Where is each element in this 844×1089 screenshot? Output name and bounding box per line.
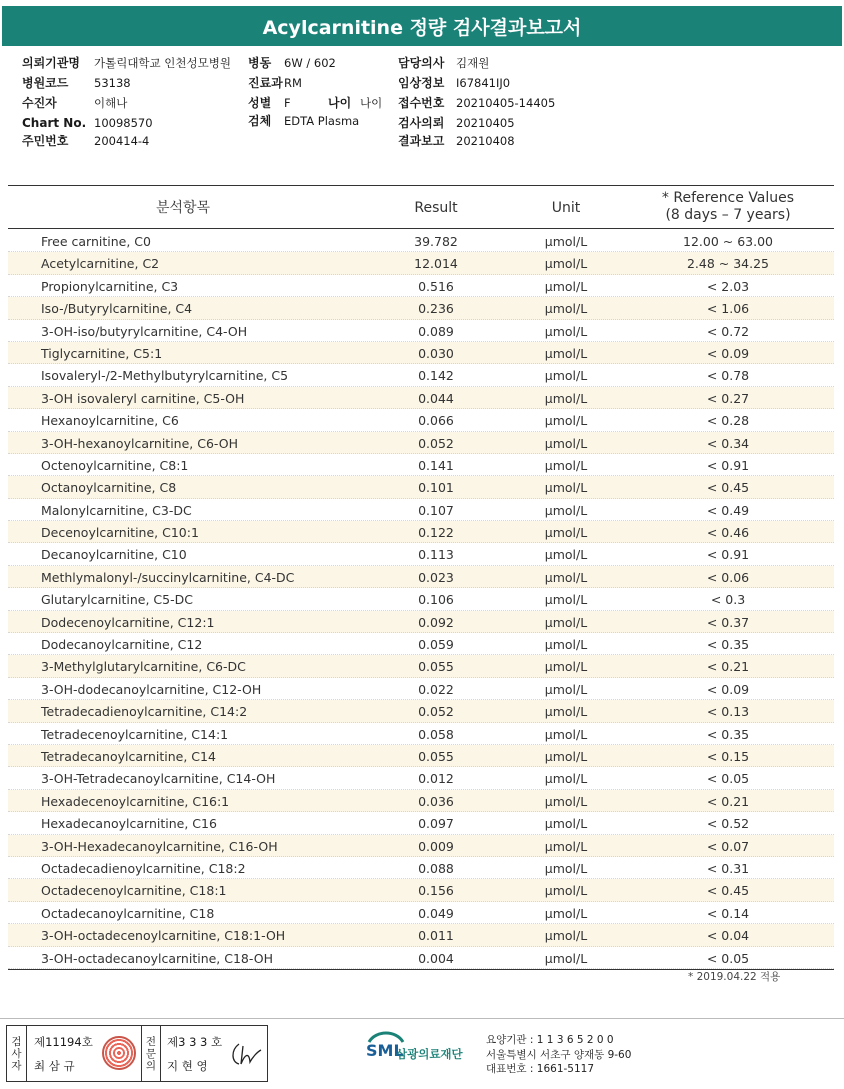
result-value: 0.107	[418, 502, 454, 518]
unit-value: µmol/L	[544, 793, 588, 809]
analyte-name: Tetradecenoylcarnitine, C14:1	[41, 726, 229, 742]
reference-value: < 0.91	[706, 457, 750, 473]
result-value: 0.066	[418, 413, 454, 429]
result-value: 0.055	[418, 659, 454, 675]
hospital-code-label: 병원코드	[22, 76, 69, 90]
table-row	[8, 566, 834, 588]
result-value: 0.036	[418, 793, 454, 809]
contact-line: 요양기관 : 1 1 3 6 5 2 0 0	[486, 1034, 614, 1046]
table-row	[8, 543, 834, 565]
sex-label: 성별	[248, 96, 272, 110]
age-value: 나이	[360, 96, 383, 110]
result-value: 0.089	[418, 323, 454, 339]
analyte-name: 3-OH-hexanoylcarnitine, C6-OH	[41, 435, 239, 451]
analyte-name: Isovaleryl-/2-Methylbutyrylcarnitine, C5	[41, 368, 289, 384]
unit-value: µmol/L	[544, 301, 588, 317]
result-value: 0.011	[418, 928, 454, 944]
reference-value: < 0.34	[706, 435, 750, 451]
result-value: 0.049	[418, 905, 454, 921]
analyte-name: Octanoylcarnitine, C8	[41, 480, 177, 496]
report-date-value: 20210408	[456, 134, 515, 148]
analyte-name: Octadecadienoylcarnitine, C18:2	[41, 860, 246, 876]
table-row	[8, 320, 834, 342]
chart-no-value: 10098570	[94, 116, 153, 130]
result-value: 12.014	[414, 256, 458, 272]
reference-value: < 0.07	[706, 838, 750, 854]
analyte-name: Malonylcarnitine, C3-DC	[41, 502, 192, 518]
ward-value: 6W / 602	[284, 56, 336, 70]
results-table-body	[8, 229, 834, 970]
reference-value: < 0.52	[706, 816, 750, 832]
result-value: 0.052	[418, 435, 454, 451]
reference-value: < 0.35	[706, 637, 750, 653]
unit-value: µmol/L	[544, 860, 588, 876]
unit-value: µmol/L	[544, 547, 588, 563]
result-value: 0.055	[418, 748, 454, 764]
header-reference-line2: (8 days – 7 years)	[665, 207, 791, 223]
table-row	[8, 924, 834, 946]
reference-value: < 0.06	[706, 569, 750, 585]
table-row	[8, 409, 834, 431]
unit-value: µmol/L	[544, 457, 588, 473]
clinical-info-value: I67841IJ0	[456, 76, 511, 90]
contact-line: 서울특별시 서초구 양재동 9-60	[486, 1048, 632, 1061]
unit-value: µmol/L	[544, 323, 588, 339]
analyte-name: 3-OH-octadecanoylcarnitine, C18-OH	[41, 950, 273, 966]
doctor-name: 지 현 영	[167, 1059, 208, 1073]
table-row	[8, 252, 834, 274]
title-char: 전	[145, 1035, 157, 1048]
unit-value: µmol/L	[544, 748, 588, 764]
unit-value: µmol/L	[544, 435, 588, 451]
logo-name: 삼광의료재단	[396, 1047, 463, 1061]
handwritten-signature-icon	[229, 1040, 263, 1068]
table-row	[8, 947, 834, 969]
reference-value: < 0.13	[706, 704, 750, 720]
chart-no-label: Chart No.	[22, 116, 87, 130]
unit-value: µmol/L	[544, 681, 588, 697]
result-value: 0.058	[418, 726, 454, 742]
results-table-header	[8, 185, 834, 229]
unit-value: µmol/L	[544, 502, 588, 518]
table-row	[8, 745, 834, 767]
table-row	[8, 611, 834, 633]
analyte-name: 3-OH-Hexadecanoylcarnitine, C16-OH	[41, 838, 278, 854]
table-row	[8, 521, 834, 543]
analyte-name: Dodecenoylcarnitine, C12:1	[41, 614, 215, 630]
reference-value: < 0.09	[706, 345, 750, 361]
reference-value: < 0.27	[706, 390, 750, 406]
analyte-name: Tetradecanoylcarnitine, C14	[41, 748, 216, 764]
result-value: 0.059	[418, 637, 454, 653]
table-row	[8, 723, 834, 745]
unit-value: µmol/L	[544, 368, 588, 384]
result-value: 0.004	[418, 950, 454, 966]
result-value: 39.782	[414, 234, 458, 249]
result-value: 0.113	[418, 547, 454, 563]
unit-value: µmol/L	[544, 905, 588, 921]
analyte-name: Decanoylcarnitine, C10	[41, 547, 187, 563]
unit-value: µmol/L	[544, 928, 588, 944]
table-row	[8, 700, 834, 722]
contact-info	[486, 1033, 631, 1077]
analyte-name: 3-OH-octadecenoylcarnitine, C18:1-OH	[41, 928, 286, 944]
table-row	[8, 812, 834, 834]
title-char: 문	[145, 1047, 157, 1060]
unit-value: µmol/L	[544, 838, 588, 854]
unit-value: µmol/L	[544, 883, 588, 899]
title-char: 검	[11, 1035, 22, 1048]
department-label: 진료과	[248, 76, 283, 90]
reference-value: < 0.28	[706, 413, 750, 429]
analyte-name: Decenoylcarnitine, C10:1	[41, 525, 199, 541]
inspector-license: 제11194호	[34, 1035, 93, 1049]
table-row	[8, 476, 834, 498]
report-date-label: 결과보고	[398, 134, 445, 148]
reference-value: < 0.46	[706, 525, 750, 541]
result-value: 0.052	[418, 704, 454, 720]
title-char: 사	[11, 1047, 22, 1060]
age-label: 나이	[328, 96, 352, 110]
results-table	[8, 185, 834, 970]
unit-value: µmol/L	[544, 525, 588, 541]
hospital-code-value: 53138	[94, 76, 131, 90]
official-seal-icon	[102, 1036, 136, 1070]
result-value: 0.030	[418, 345, 454, 361]
sex-value: F	[284, 96, 291, 110]
reference-value: < 0.78	[706, 368, 750, 384]
table-row	[8, 857, 834, 879]
analyte-name: Glutarylcarnitine, C5-DC	[41, 592, 193, 608]
reference-value: < 0.45	[706, 883, 750, 899]
table-row	[8, 342, 834, 364]
unit-value: µmol/L	[544, 726, 588, 742]
institution-label: 의뢰기관명	[22, 56, 80, 70]
analyte-name: Iso-/Butyrylcarnitine, C4	[41, 301, 193, 317]
unit-value: µmol/L	[544, 659, 588, 675]
unit-value: µmol/L	[544, 704, 588, 720]
request-label: 검사의뢰	[398, 116, 445, 130]
footer-divider	[0, 1018, 844, 1019]
table-row	[8, 790, 834, 812]
table-row	[8, 902, 834, 924]
table-row	[8, 678, 834, 700]
header-reference-line1: * Reference Values	[661, 190, 795, 206]
reference-value: < 0.49	[706, 502, 750, 518]
reference-value: < 0.15	[706, 748, 750, 764]
table-row	[8, 454, 834, 476]
resident-no-value: 200414-4	[94, 134, 150, 148]
reference-value: < 0.35	[706, 726, 750, 742]
analyte-name: Dodecanoylcarnitine, C12	[41, 637, 203, 653]
signature-box	[6, 1025, 268, 1082]
reference-footnote: * 2019.04.22 적용	[688, 971, 781, 983]
analyte-name: Acetylcarnitine, C2	[41, 256, 160, 272]
table-row	[8, 432, 834, 454]
unit-value: µmol/L	[544, 637, 588, 653]
analyte-name: 3-OH-Tetradecanoylcarnitine, C14-OH	[41, 771, 276, 787]
reference-value: 2.48 ~ 34.25	[686, 256, 770, 272]
doctor-title	[141, 1026, 161, 1081]
inspector-name: 최 삼 규	[34, 1059, 75, 1073]
analyte-name: Free carnitine, C0	[41, 234, 151, 249]
analyte-name: Tiglycarnitine, C5:1	[41, 345, 163, 361]
result-value: 0.097	[418, 816, 454, 832]
unit-value: µmol/L	[544, 256, 588, 272]
result-value: 0.122	[418, 525, 454, 541]
reference-value: < 0.04	[706, 928, 750, 944]
analyte-name: Tetradecadienoylcarnitine, C14:2	[41, 704, 248, 720]
department-value: RM	[284, 76, 302, 90]
patient-info-block	[22, 54, 822, 154]
title-char: 자	[11, 1059, 22, 1072]
analyte-name: Hexanoylcarnitine, C6	[41, 413, 179, 429]
result-value: 0.236	[418, 301, 454, 317]
result-value: 0.142	[418, 368, 454, 384]
header-reference	[638, 190, 818, 224]
table-row	[8, 835, 834, 857]
clinical-info-label: 임상정보	[398, 76, 445, 90]
reference-value: < 0.21	[706, 793, 750, 809]
reference-value: < 0.14	[706, 905, 750, 921]
result-value: 0.044	[418, 390, 454, 406]
unit-value: µmol/L	[544, 345, 588, 361]
institution-value: 가톨릭대학교 인천성모병원	[94, 56, 231, 70]
result-value: 0.009	[418, 838, 454, 854]
ward-label: 병동	[248, 56, 272, 70]
unit-value: µmol/L	[544, 278, 588, 294]
inspector-title	[7, 1026, 27, 1081]
analyte-name: 3-Methylglutarylcarnitine, C6-DC	[41, 659, 246, 675]
table-row	[8, 767, 834, 789]
unit-value: µmol/L	[544, 413, 588, 429]
specimen-label: 검체	[248, 114, 272, 128]
specimen-value: EDTA Plasma	[284, 114, 360, 128]
unit-value: µmol/L	[544, 771, 588, 787]
result-value: 0.088	[418, 860, 454, 876]
reference-value: < 0.05	[706, 950, 750, 966]
unit-value: µmol/L	[544, 390, 588, 406]
examinee-label: 수진자	[22, 96, 57, 110]
analyte-name: Octadecanoylcarnitine, C18	[41, 905, 215, 921]
reference-value: 12.00 ~ 63.00	[683, 234, 773, 249]
resident-no-label: 주민번호	[22, 134, 69, 148]
table-row	[8, 230, 834, 252]
receipt-value: 20210405-14405	[456, 96, 556, 110]
reference-value: < 0.45	[706, 480, 750, 496]
unit-value: µmol/L	[544, 592, 588, 608]
table-row	[8, 364, 834, 386]
unit-value: µmol/L	[544, 234, 588, 249]
header-result: Result	[414, 200, 458, 216]
doctor-license: 제3 3 3 호	[167, 1035, 223, 1049]
table-row	[8, 588, 834, 610]
analyte-name: Octadecenoylcarnitine, C18:1	[41, 883, 227, 899]
table-row	[8, 633, 834, 655]
analyte-name: Octenoylcarnitine, C8:1	[41, 457, 189, 473]
table-row	[8, 499, 834, 521]
title-char: 의	[145, 1059, 157, 1072]
reference-value: < 0.3	[710, 592, 746, 608]
result-value: 0.101	[418, 480, 454, 496]
report-title: Acylcarnitine 정량 검사결과보고서	[2, 6, 842, 46]
header-item: 분석항목	[155, 200, 211, 216]
doctor-label: 담당의사	[398, 56, 445, 70]
receipt-label: 접수번호	[398, 96, 445, 110]
header-unit: Unit	[551, 200, 581, 216]
reference-value: < 0.21	[706, 659, 750, 675]
result-value: 0.022	[418, 681, 454, 697]
reference-value: < 0.91	[706, 547, 750, 563]
analyte-name: Propionylcarnitine, C3	[41, 278, 179, 294]
reference-value: < 0.05	[706, 771, 750, 787]
table-row	[8, 275, 834, 297]
unit-value: µmol/L	[544, 480, 588, 496]
result-value: 0.106	[418, 592, 454, 608]
table-row	[8, 387, 834, 409]
examinee-value: 이해나	[94, 96, 128, 110]
table-row	[8, 297, 834, 319]
reference-value: < 0.31	[706, 860, 750, 876]
table-row	[8, 655, 834, 677]
table-row	[8, 879, 834, 901]
result-value: 0.156	[418, 883, 454, 899]
request-value: 20210405	[456, 116, 515, 130]
analyte-name: Methlymalonyl-/succinylcarnitine, C4-DC	[41, 569, 295, 585]
contact-line: 대표번호 : 1661-5117	[486, 1063, 595, 1075]
result-value: 0.023	[418, 569, 454, 585]
analyte-name: Hexadecanoylcarnitine, C16	[41, 816, 217, 832]
analyte-name: Hexadecenoylcarnitine, C16:1	[41, 793, 230, 809]
result-value: 0.141	[418, 457, 454, 473]
logo-abbr: SML	[366, 1041, 404, 1060]
reference-value: < 0.37	[706, 614, 750, 630]
result-value: 0.092	[418, 614, 454, 630]
reference-value: < 2.03	[706, 278, 750, 294]
doctor-value: 김재원	[456, 56, 490, 70]
reference-value: < 0.09	[706, 681, 750, 697]
unit-value: µmol/L	[544, 950, 588, 966]
reference-value: < 1.06	[706, 301, 750, 317]
result-value: 0.012	[418, 771, 454, 787]
unit-value: µmol/L	[544, 614, 588, 630]
unit-value: µmol/L	[544, 816, 588, 832]
unit-value: µmol/L	[544, 569, 588, 585]
analyte-name: 3-OH-iso/butyrylcarnitine, C4-OH	[41, 323, 248, 339]
analyte-name: 3-OH isovaleryl carnitine, C5-OH	[41, 390, 245, 406]
result-value: 0.516	[418, 278, 454, 294]
reference-value: < 0.72	[706, 323, 750, 339]
analyte-name: 3-OH-dodecanoylcarnitine, C12-OH	[41, 681, 262, 697]
